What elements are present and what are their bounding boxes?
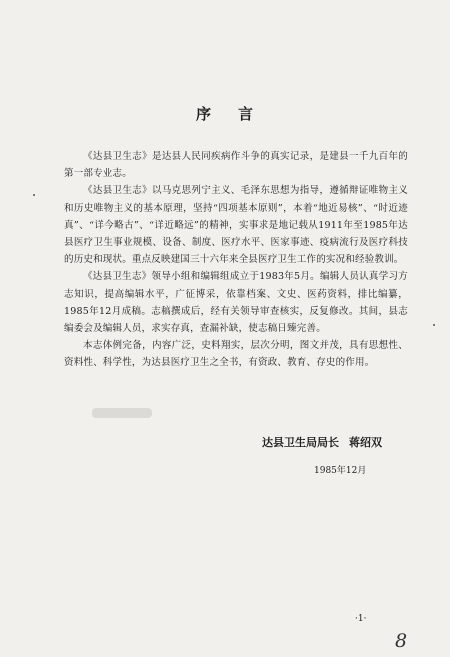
title-char-1: 序: [195, 105, 212, 123]
page-title: [0, 103, 450, 124]
paragraph-2: 《达县卫生志》以马克思列宁主义、毛泽东思想为指导，遵循辩证唯物主义和历史唯物主义的基本原理，坚持“四项基本原则”，本着“地近易核”、“时近迹真”、“详今略古”、“详近略远”的精神，实事求是地记载从1911年至1985年达县医疗卫生事业规模、设备、制度、医疗水平、医家事迹、疫病流行及医疗科技的历史和现状。重点反映建国三十六年来全县医疗卫生工作的实况和经验教训。: [64, 185, 408, 266]
scan-speck: [33, 194, 35, 196]
paragraph-4: 本志体例完备，内容广泛，史料翔实，层次分明，图文并茂，具有思想性、资料性、科学性，为达县医疗卫生之全书，有资政、教育、存史的作用。: [64, 340, 408, 369]
paragraph-1: 《达县卫生志》是达县人民同疾病作斗争的真实记录，是建县一千九百年的第一部专业志。: [64, 151, 408, 180]
page-number: ·1·: [355, 614, 367, 624]
paragraph-3: 《达县卫生志》领导小组和编辑组成立于1983年5月。编辑人员认真学习方志知识，提高编辑水平，广征博采，依靠档案、文史、医药资料，排比编纂，1985年12月成稿。志稿撰成后，经有关领导审查核实，反复修改。其间，县志编委会及编辑人员，求实存真，查漏补缺，使志稿日臻完善。: [64, 271, 408, 335]
signature-name: 蒋绍双: [349, 436, 382, 449]
title-char-2: 言: [238, 105, 255, 123]
handwritten-page-mark: 8: [395, 630, 408, 652]
scan-speck: [433, 324, 435, 326]
signature: [262, 434, 382, 450]
ink-smudge: [92, 408, 152, 418]
signature-date: 1985年12月: [314, 466, 367, 476]
preface-body: [64, 148, 408, 372]
signature-office: 达县卫生局局长: [262, 436, 339, 449]
